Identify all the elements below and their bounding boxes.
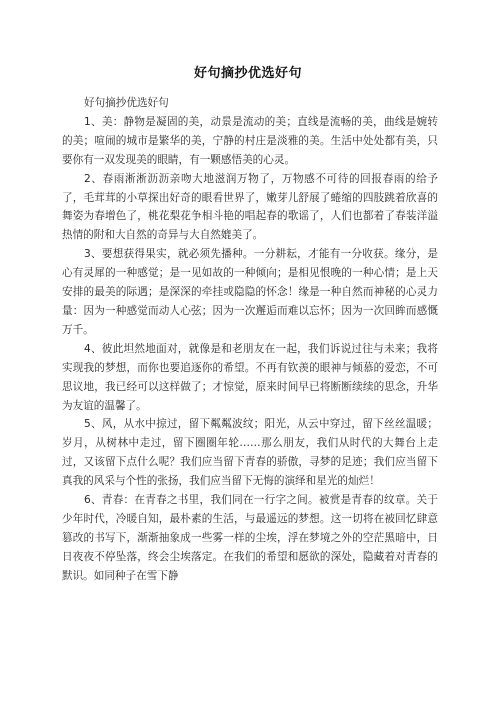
paragraph-5: 5、风，从水中掠过，留下粼粼波纹；阳光，从云中穿过，留下丝丝温暖；岁月，从树林中走过，留下圈圈年轮……那么朋友，我们从时代的大舞台上走过，又该留下点什么呢？我们应当留下青春的骄傲，寻梦的足迹；我们应当留下真我的风采与个性的张扬，我们应当留下无悔的演绎和星光的灿烂！ [62, 418, 438, 488]
document-body [62, 94, 438, 586]
paragraph-subtitle: 好句摘抄优选好句 [84, 97, 169, 109]
paragraph-2: 2、春雨淅淅沥沥亲吻大地滋润万物了，万物感不可待的回报春雨的给予了，毛茸茸的小草探出好奇的眼看世界了，嫩芽儿舒展了蜷缩的四肢跳着欣喜的舞姿为春增色了，桃花梨花争相斗艳的唱起春的歌谣了，人们也都着了春装洋溢热情的附和大自然的奇异与大自然媲美了。 [62, 172, 438, 242]
document-title: 好句摘抄优选好句 [193, 66, 302, 81]
paragraph-6: 6、青春：在青春之书里，我们同在一行字之间。被赏是青春的纹章。关于少年时代，冷暖自知，最朴素的生活，与最遥远的梦想。这一切将在被回忆肆意篡改的书写下，渐渐抽象成一些雾一样的尘埃，浮在梦境之外的空茫黑暗中，日日夜夜不停坠落，终会尘埃落定。在我们的希望和愿欲的深处，隐藏着对青春的默识。如同种子在雪下静 [62, 494, 438, 582]
paragraph-3: 3、要想获得果实，就必须先播种。一分耕耘，才能有一分收获。缘分，是心有灵犀的一种感觉；是一见如故的一种倾向；是相见恨晚的一种心情；是上天安排的最美的际遇；是深深的牵挂或隐隐的怀念！缘是一种自然而神秘的心灵力量：因为一种感觉而动人心弦；因为一次邂逅而难以忘怀；因为一次回眸而感慨万千。 [62, 248, 438, 336]
paragraph-4: 4、彼此坦然地面对，就像是和老朋友在一起，我们诉说过往与未来；我将实现我的梦想，而你也要追逐你的希望。不再有钦羡的眼神与倾慕的爱恋，不可思议地，我已经可以这样做了；才惊觉，原来时间早已将断断续续的思念，升华为友谊的温馨了。 [62, 342, 438, 412]
paragraph-1: 1、美：静物是凝固的美，动景是流动的美；直线是流畅的美，曲线是婉转的美；喧闹的城市是繁华的美，宁静的村庄是淡雅的美。生活中处处都有美，只要你有一双发现美的眼睛，有一颗感悟美的心灵。 [62, 115, 438, 166]
